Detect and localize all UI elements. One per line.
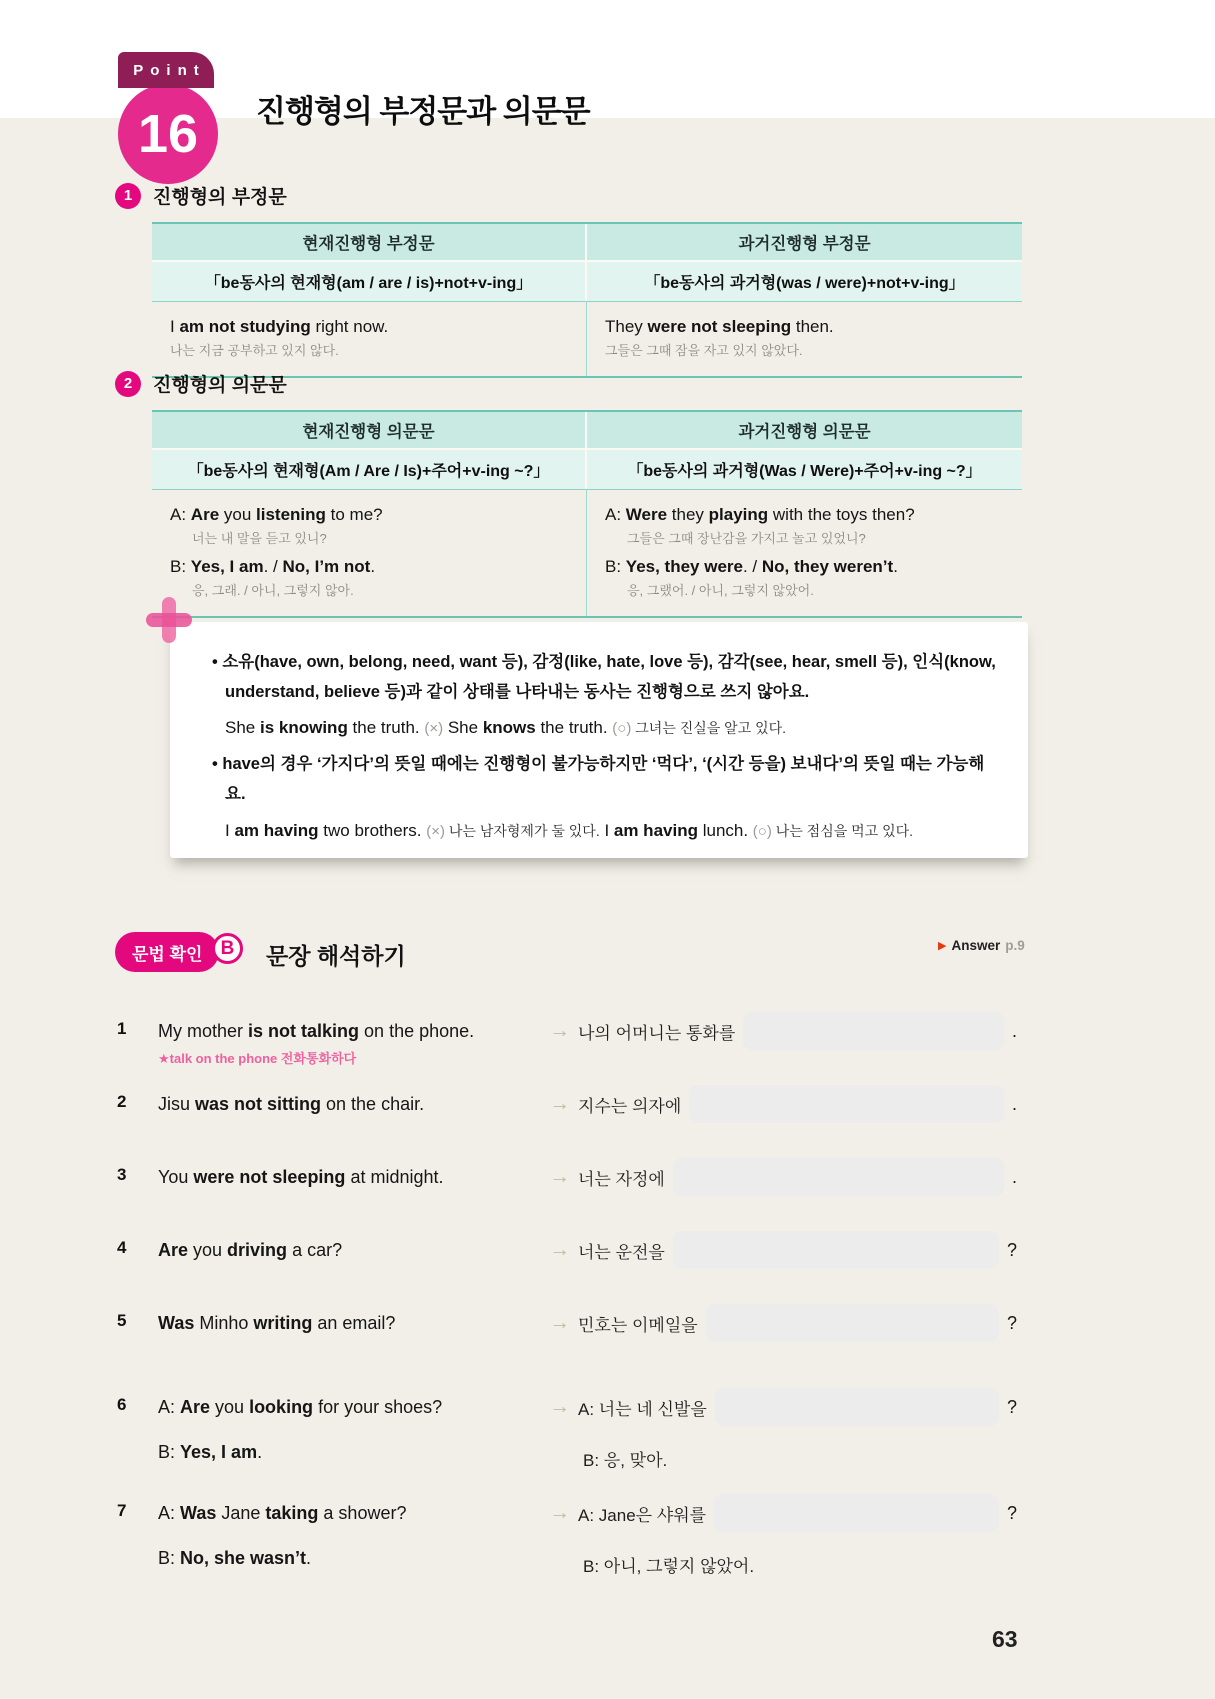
exercise-ko-prefix: A: Jane은 샤워를 bbox=[578, 1505, 707, 1525]
answer-label: Answer bbox=[951, 938, 1001, 953]
table-header-cell: 현재진행형 부정문 bbox=[152, 224, 587, 262]
example-cell bbox=[587, 489, 1022, 616]
formula-cell: 「be동사의 현재형(Am / Are / Is)+주어+v-ing ~?」 bbox=[152, 450, 587, 489]
note-example-1: She is knowing the truth. (×) She knows the truth. (○) 그녀는 진실을 알고 있다. bbox=[225, 718, 787, 738]
exercise-answer-area bbox=[549, 1085, 1017, 1123]
formula-cell: 「be동사의 과거형(Was / Were)+주어+v-ing ~?」 bbox=[587, 450, 1022, 489]
punctuation: ? bbox=[1006, 1312, 1017, 1333]
section-1-heading bbox=[115, 182, 287, 209]
right-arrow-icon: → bbox=[549, 1019, 570, 1042]
dialog-a-line: A: Were they playing with the toys then? bbox=[605, 505, 915, 524]
right-arrow-icon: → bbox=[549, 1238, 570, 1261]
section-2-number-badge: 2 bbox=[115, 371, 141, 397]
punctuation: . bbox=[1011, 1093, 1017, 1114]
section-1-number-badge: 1 bbox=[115, 183, 141, 209]
answer-blank bbox=[673, 1158, 1004, 1196]
exercise-sentence-en: My mother is not talking on the phone. bbox=[158, 1021, 475, 1041]
exercise-answer-area bbox=[549, 1388, 1017, 1426]
punctuation: ? bbox=[1006, 1502, 1017, 1523]
exercise-ko-prefix: 너는 자정에 bbox=[578, 1169, 665, 1189]
exercise-dialog-b-ko: B: 아니, 그렇지 않았어. bbox=[583, 1557, 755, 1576]
point-label-tab: Point bbox=[118, 52, 214, 88]
answer-blank bbox=[673, 1231, 999, 1269]
table-header-cell: 현재진행형 의문문 bbox=[152, 412, 587, 450]
example-cell bbox=[152, 489, 587, 616]
table-header-cell: 과거진행형 부정문 bbox=[587, 224, 1022, 262]
section-1-label: 진행형의 부정문 bbox=[153, 187, 287, 208]
exercise-row-6 bbox=[0, 1388, 1215, 1478]
example-cell bbox=[587, 301, 1022, 376]
example-translation-ko: 나는 지금 공부하고 있지 않다. bbox=[170, 343, 339, 358]
right-arrow-icon: → bbox=[549, 1165, 570, 1188]
answer-reference bbox=[938, 938, 1025, 953]
note-example-2: I am having two brothers. (×) 나는 남자형제가 둘 있다. I am having lunch. (○) 나는 점심을 먹고 있다. bbox=[225, 820, 914, 840]
example-cell bbox=[152, 301, 587, 376]
exercise-footnote: ★talk on the phone 전화통화하다 bbox=[158, 1051, 357, 1066]
right-arrow-icon: → bbox=[549, 1092, 570, 1115]
exercise-answer-area bbox=[549, 1231, 1017, 1269]
exercise-number: 1 bbox=[117, 1019, 127, 1038]
table-header-cell: 과거진행형 의문문 bbox=[587, 412, 1022, 450]
formula-cell: 「be동사의 현재형(am / are / is)+not+v-ing」 bbox=[152, 262, 587, 301]
exercise-ko-prefix: 지수는 의자에 bbox=[578, 1096, 682, 1116]
section-letter-badge: B bbox=[212, 933, 243, 964]
exercise-ko-prefix: 민호는 이메일을 bbox=[578, 1315, 698, 1335]
exercise-dialog-a-en: A: Was Jane taking a shower? bbox=[158, 1503, 407, 1523]
section-2-heading bbox=[115, 370, 287, 397]
exercise-row-7 bbox=[0, 1494, 1215, 1584]
exercise-number: 6 bbox=[117, 1395, 127, 1414]
table-example-row bbox=[152, 489, 1022, 616]
example-sentence-en: I am not studying right now. bbox=[170, 317, 389, 336]
exercise-answer-area bbox=[549, 1304, 1017, 1342]
note-bullet-2: • have의 경우 ‘가지다’의 뜻일 때에는 진행형이 불가능하지만 ‘먹다’, ‘(시간 등을) 보내다’의 뜻일 때는 가능해요. bbox=[212, 755, 985, 803]
exercise-answer-area bbox=[549, 1494, 1017, 1532]
dialog-b-ko: 응, 그랬어. / 아니, 그렇지 않았어. bbox=[627, 583, 814, 598]
section-2-label: 진행형의 의문문 bbox=[153, 375, 287, 396]
answer-blank bbox=[706, 1304, 999, 1342]
exercise-row-5 bbox=[0, 1304, 1215, 1394]
exercise-dialog-b-en: B: Yes, I am. bbox=[158, 1442, 263, 1462]
note-bullet-1: • 소유(have, own, belong, need, want 등), 감정(like, hate, love 등), 감각(see, hear, smell 등), 인식(know, understand, believe 등)과 같이 상태를 나타내는 동사는 진행형으로 쓰지 않아요. bbox=[212, 653, 996, 701]
answer-blank bbox=[714, 1494, 999, 1532]
punctuation: . bbox=[1011, 1020, 1017, 1041]
dialog-a-line: A: Are you listening to me? bbox=[170, 505, 383, 524]
table-header-row bbox=[152, 412, 1022, 450]
punctuation: ? bbox=[1006, 1239, 1017, 1260]
right-arrow-icon: → bbox=[549, 1395, 570, 1418]
exercise-answer-area bbox=[549, 1012, 1017, 1050]
punctuation: ? bbox=[1006, 1396, 1017, 1417]
exercise-ko-prefix: 나의 어머니는 통화를 bbox=[578, 1023, 736, 1043]
exercise-number: 2 bbox=[117, 1092, 127, 1111]
exercise-number: 7 bbox=[117, 1501, 127, 1520]
formula-cell: 「be동사의 과거형(was / were)+not+v-ing」 bbox=[587, 262, 1022, 301]
exercise-number: 3 bbox=[117, 1165, 127, 1184]
exercise-sentence-en: Was Minho writing an email? bbox=[158, 1313, 396, 1333]
plus-icon bbox=[146, 597, 192, 643]
table-header-row bbox=[152, 224, 1022, 262]
negative-form-table bbox=[152, 222, 1022, 378]
dialog-b-line: B: Yes, they were. / No, they weren’t. bbox=[605, 557, 898, 576]
table-example-row bbox=[152, 301, 1022, 376]
dialog-a-ko: 그들은 그때 장난감을 가지고 놀고 있었니? bbox=[627, 531, 866, 546]
example-translation-ko: 그들은 그때 잠을 자고 있지 않았다. bbox=[605, 343, 803, 358]
punctuation: . bbox=[1011, 1166, 1017, 1187]
question-form-table bbox=[152, 410, 1022, 618]
point-number-badge: 16 bbox=[118, 84, 218, 184]
table-formula-row bbox=[152, 450, 1022, 489]
exercise-sentence-en: Are you driving a car? bbox=[158, 1240, 343, 1260]
answer-blank bbox=[743, 1012, 1004, 1050]
page-title: 진행형의 부정문과 의문문 bbox=[256, 94, 590, 129]
answer-arrow-icon: ▶ bbox=[938, 940, 947, 952]
dialog-b-ko: 응, 그래. / 아니, 그렇지 않아. bbox=[192, 583, 354, 598]
exercise-sentence-en: Jisu was not sitting on the chair. bbox=[158, 1094, 425, 1114]
grammar-note-box bbox=[170, 622, 1028, 858]
answer-blank bbox=[715, 1388, 999, 1426]
exercise-dialog-a-en: A: Are you looking for your shoes? bbox=[158, 1397, 443, 1417]
exercise-number: 5 bbox=[117, 1311, 127, 1330]
exercise-dialog-b-en: B: No, she wasn’t. bbox=[158, 1548, 312, 1568]
exercise-ko-prefix: A: 너는 네 신발을 bbox=[578, 1399, 707, 1419]
answer-page-ref: p.9 bbox=[1005, 938, 1025, 953]
dialog-b-line: B: Yes, I am. / No, I’m not. bbox=[170, 557, 376, 576]
exercise-heading: 문장 해석하기 bbox=[266, 943, 406, 969]
exercise-number: 4 bbox=[117, 1238, 127, 1257]
exercise-dialog-b-ko: B: 응, 맞아. bbox=[583, 1451, 668, 1470]
table-formula-row bbox=[152, 262, 1022, 301]
exercise-answer-area bbox=[549, 1158, 1017, 1196]
example-sentence-en: They were not sleeping then. bbox=[605, 317, 834, 336]
answer-blank bbox=[689, 1085, 1004, 1123]
right-arrow-icon: → bbox=[549, 1311, 570, 1334]
dialog-a-ko: 너는 내 말을 듣고 있니? bbox=[192, 531, 327, 546]
grammar-check-badge: 문법 확인 bbox=[115, 932, 219, 972]
exercise-ko-prefix: 너는 운전을 bbox=[578, 1242, 665, 1262]
exercise-sentence-en: You were not sleeping at midnight. bbox=[158, 1167, 444, 1187]
right-arrow-icon: → bbox=[549, 1501, 570, 1524]
page-number: 63 bbox=[992, 1626, 1018, 1652]
